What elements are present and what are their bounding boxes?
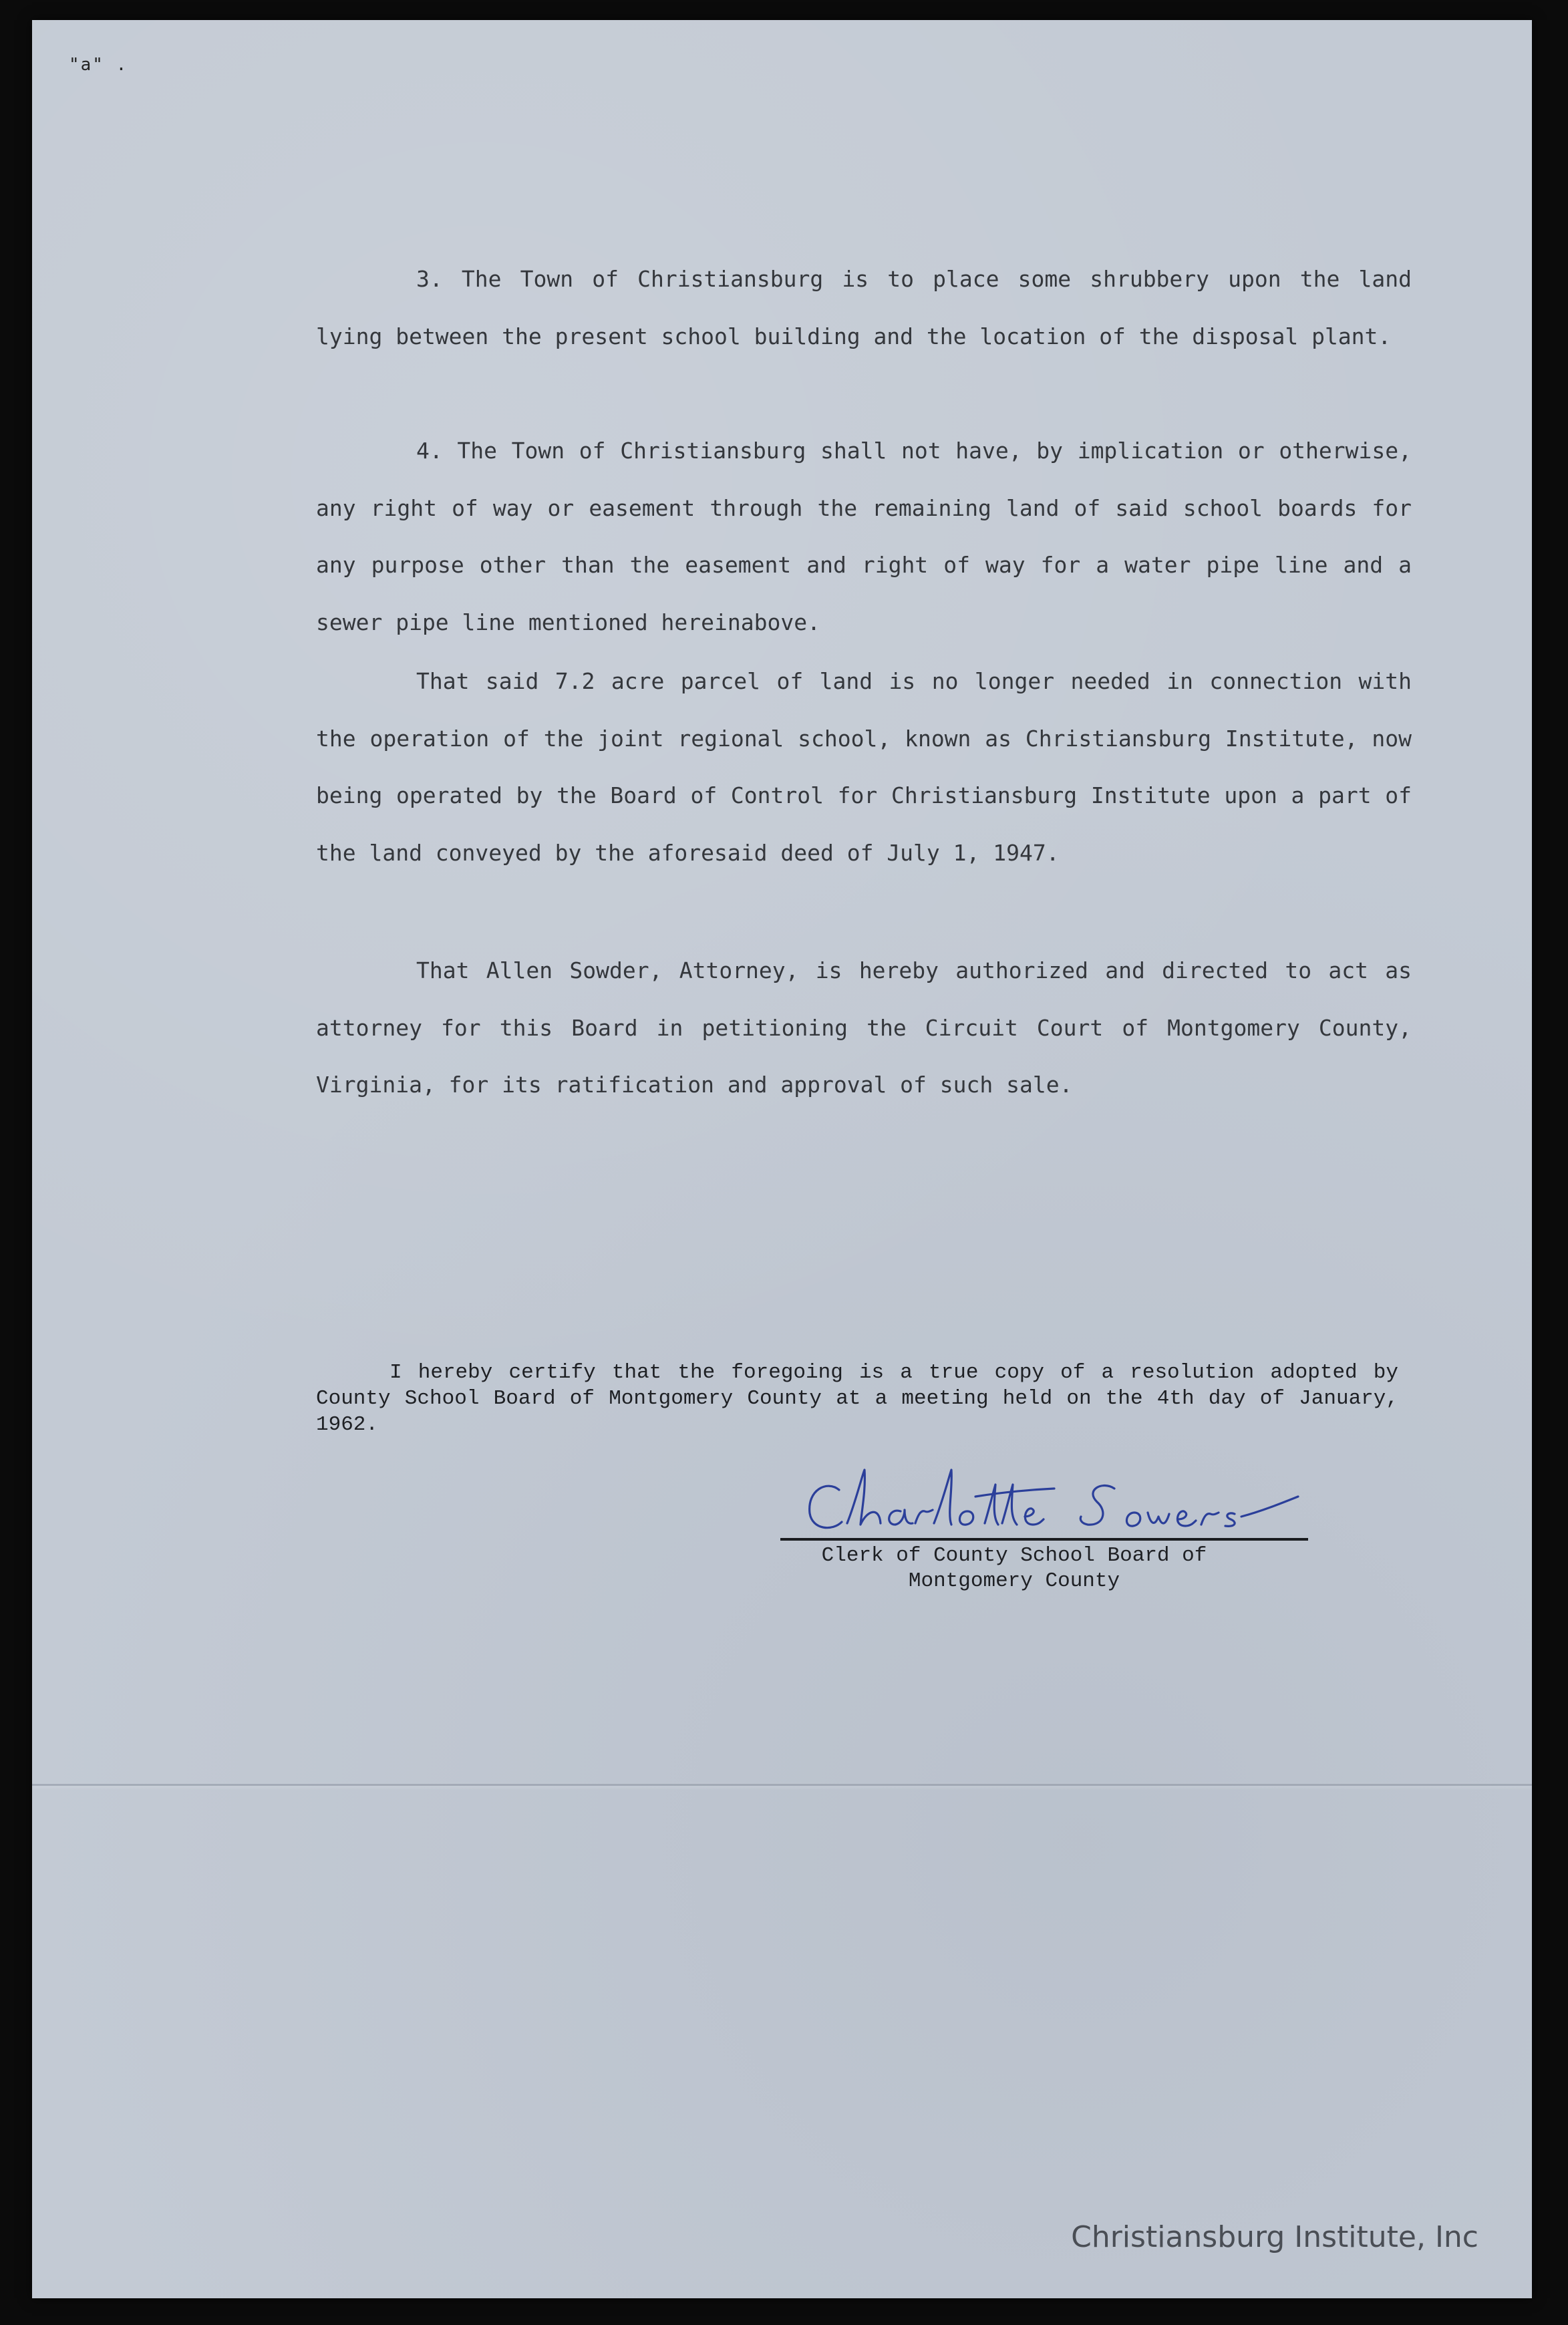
certification-text: I hereby certify that the foregoing is a true copy of a resolution adopted by County School Board of Montgomery County at a meeting held on the 4th day of January, 1962. bbox=[316, 1361, 1398, 1436]
paragraph-parcel bbox=[316, 653, 1412, 881]
clerk-title-line2: Montgomery County bbox=[908, 1569, 1120, 1593]
paragraph-attorney bbox=[316, 942, 1412, 1114]
clerk-title bbox=[767, 1543, 1261, 1594]
certification-statement bbox=[316, 1360, 1398, 1438]
handwritten-signature bbox=[800, 1450, 1348, 1550]
paragraph-3 bbox=[316, 251, 1412, 365]
clerk-title-line1: Clerk of County School Board of bbox=[821, 1544, 1207, 1567]
corner-mark: "a" . bbox=[69, 55, 128, 75]
signature-line bbox=[780, 1538, 1308, 1541]
document-page bbox=[32, 20, 1532, 2298]
archive-watermark: Christiansburg Institute, Inc bbox=[1071, 2220, 1478, 2254]
paper-fold bbox=[32, 1784, 1532, 1786]
paragraph-attorney-text: That Allen Sowder, Attorney, is hereby authorized and directed to act as attorney for this Board in petitioning the Circuit Court of Montgomery County, Virginia, for its ratification and approval of such sale. bbox=[316, 957, 1412, 1098]
paragraph-parcel-text: That said 7.2 acre parcel of land is no longer needed in connection with the operation of the joint regional school, known as Christiansburg Institute, now being operated by the Board of Control for Christiansburg Institute upon a part of the land conveyed by the aforesaid deed of July 1, 1947. bbox=[316, 668, 1412, 866]
paragraph-3-text: 3. The Town of Christiansburg is to place some shrubbery upon the land lying between the present school building and the location of the disposal plant. bbox=[316, 266, 1412, 349]
paragraph-4 bbox=[316, 422, 1412, 651]
paragraph-4-text: 4. The Town of Christiansburg shall not have, by implication or otherwise, any right of way or easement through the remaining land of said school boards for any purpose other than the easement and right of way for a water pipe line and a sewer pipe line mentioned hereinabove. bbox=[316, 438, 1412, 635]
